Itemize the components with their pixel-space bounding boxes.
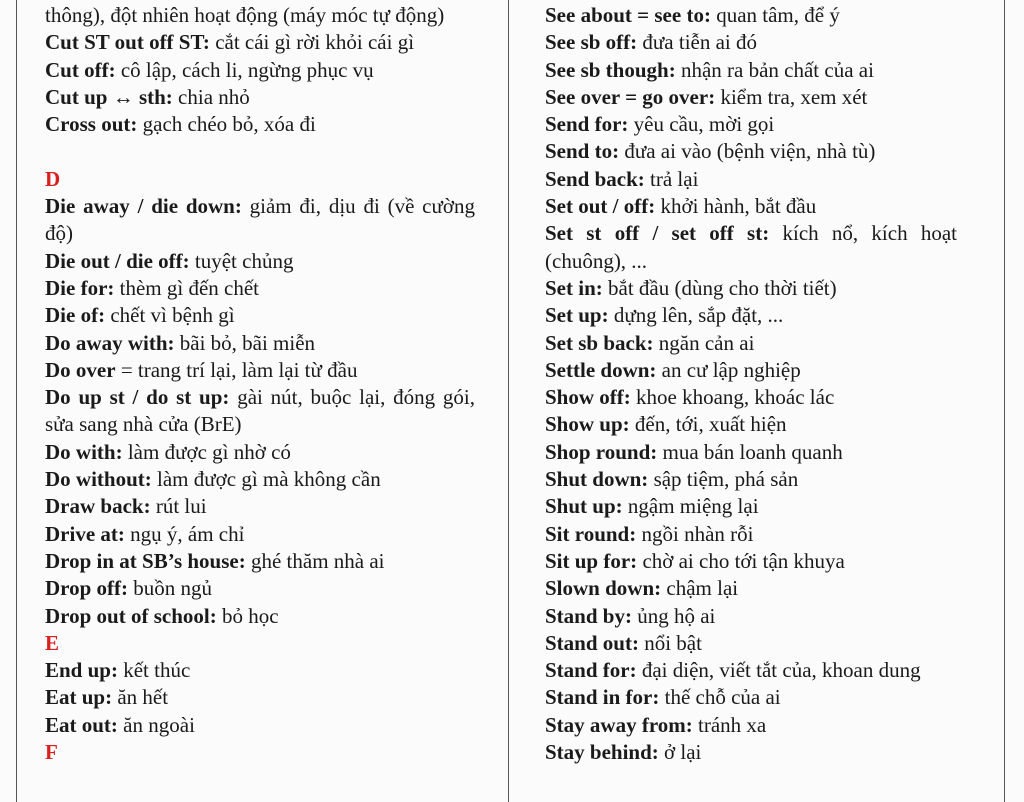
term: Die for:	[45, 275, 115, 300]
definition: an cư lập nghiệp	[656, 357, 801, 382]
right-column	[545, 2, 957, 766]
term: Drive at:	[45, 521, 125, 546]
definition: ăn ngoài	[117, 712, 195, 737]
entry	[45, 302, 475, 329]
entry	[545, 330, 957, 357]
definition: ăn hết	[112, 685, 169, 710]
definition: dựng lên, sắp đặt, ...	[608, 303, 784, 328]
entry	[45, 712, 475, 739]
term: Send back:	[545, 166, 645, 191]
term: Show up:	[545, 412, 630, 437]
e-entries	[45, 657, 475, 739]
term: Stand for:	[545, 658, 637, 683]
definition: quan tâm, để ý	[710, 3, 840, 27]
definition: mua bán loanh quanh	[657, 439, 843, 464]
entry	[545, 739, 957, 766]
definition: bỏ học	[216, 603, 279, 628]
entry	[545, 712, 957, 739]
term: Die of:	[45, 303, 106, 328]
section-letter-f: F	[45, 740, 58, 765]
entry	[545, 439, 957, 466]
definition: trả lại	[644, 166, 699, 191]
d-entries	[45, 193, 475, 630]
entry	[45, 384, 475, 439]
entry	[45, 193, 475, 248]
term: Shut down:	[545, 467, 649, 492]
entry	[45, 493, 475, 520]
entry	[545, 275, 957, 302]
definition: ngăn cản ai	[653, 330, 755, 355]
term: Shut up:	[545, 494, 623, 519]
entry	[45, 57, 475, 84]
entry	[545, 521, 957, 548]
term: Sit up for:	[545, 548, 638, 573]
definition: rút lui	[150, 494, 207, 519]
term: Set out / off:	[545, 194, 656, 219]
definition: đưa tiễn ai đó	[637, 30, 758, 55]
entry	[45, 548, 475, 575]
entry	[45, 357, 475, 384]
definition: đưa ai vào (bệnh viện, nhà tù)	[619, 139, 876, 164]
entry	[545, 357, 957, 384]
left-column	[45, 2, 475, 766]
entry	[545, 466, 957, 493]
entry	[45, 84, 475, 111]
term: Set up:	[545, 303, 609, 328]
definition: làm được gì mà không cần	[151, 467, 381, 492]
definition: chờ ai cho tới tận khuya	[637, 548, 845, 573]
definition: khởi hành, bắt đầu	[655, 194, 817, 219]
term: Shop round:	[545, 439, 658, 464]
term: Stand by:	[545, 603, 632, 628]
entry	[545, 411, 957, 438]
entry	[45, 29, 475, 56]
term: End up:	[45, 658, 118, 683]
term: See sb though:	[545, 57, 676, 82]
entry	[545, 493, 957, 520]
term: Stay away from:	[545, 712, 693, 737]
definition: ngụ ý, ám chỉ	[124, 521, 245, 546]
definition: chia nhỏ	[172, 84, 250, 109]
definition: ở lại	[658, 740, 702, 765]
entry	[545, 111, 957, 138]
entry	[545, 57, 957, 84]
entry	[545, 193, 957, 220]
entry	[45, 521, 475, 548]
definition: chậm lại	[661, 576, 739, 601]
term: Cut ST out off ST:	[45, 30, 210, 55]
definition: kiểm tra, xem xét	[715, 84, 868, 109]
term: Do without:	[45, 467, 152, 492]
term: Drop off:	[45, 576, 129, 601]
definition: cắt cái gì rời khỏi cái gì	[209, 30, 415, 55]
definition: yêu cầu, mời gọi	[628, 112, 775, 137]
definition: ngồi nhàn rỗi	[636, 521, 754, 546]
definition: khoe khoang, khoác lác	[630, 385, 835, 410]
term: Eat up:	[45, 685, 113, 710]
term: Cross out:	[45, 112, 138, 137]
definition: thế chỗ của ai	[659, 685, 781, 710]
definition: sập tiệm, phá sản	[648, 467, 799, 492]
spacer	[45, 138, 475, 165]
term: Show off:	[545, 385, 631, 410]
definition: nhận ra bản chất của ai	[675, 57, 874, 82]
section-letter-e: E	[45, 630, 60, 655]
term: Eat out:	[45, 712, 118, 737]
term: Set sb back:	[545, 330, 654, 355]
term: Stand in for:	[545, 685, 660, 710]
entry	[545, 657, 957, 684]
entry	[545, 29, 957, 56]
entry	[45, 575, 475, 602]
term: Die away / die down:	[45, 194, 242, 219]
term: Cut off:	[45, 57, 116, 82]
term: Die out / die off:	[45, 248, 190, 273]
term: Set st off / set off st:	[545, 221, 770, 246]
term: Do with:	[45, 439, 123, 464]
term: Sit round:	[545, 521, 637, 546]
definition: buồn ngủ	[128, 576, 213, 601]
definition: đến, tới, xuất hiện	[629, 412, 787, 437]
definition: = trang trí lại, làm lại từ đầu	[115, 357, 358, 382]
term: Drop out of school:	[45, 603, 217, 628]
entry	[45, 684, 475, 711]
definition: kết thúc	[117, 658, 191, 683]
term: See about = see to:	[545, 3, 711, 27]
term: Slown down:	[545, 576, 662, 601]
definition: chết vì bệnh gì	[105, 303, 235, 328]
term: Cut up ↔ sth:	[45, 84, 173, 109]
entry	[545, 384, 957, 411]
column-divider	[508, 0, 509, 802]
term: Draw back:	[45, 494, 151, 519]
entry	[45, 466, 475, 493]
entry	[545, 2, 957, 29]
entry	[45, 248, 475, 275]
term: Set in:	[545, 275, 603, 300]
definition: ghé thăm nhà ai	[245, 548, 385, 573]
term: Send to:	[545, 139, 620, 164]
definition: cô lập, cách li, ngừng phục vụ	[115, 57, 374, 82]
term: See over = go over:	[545, 84, 716, 109]
entry	[545, 84, 957, 111]
definition: giảm đi, dịu đi (về cường độ)	[45, 194, 475, 246]
term: Do over	[45, 357, 116, 382]
entry	[545, 548, 957, 575]
term: Settle down:	[545, 357, 657, 382]
term: Stay behind:	[545, 740, 659, 765]
entry	[545, 166, 957, 193]
term: Stand out:	[545, 630, 639, 655]
definition: làm được gì nhờ có	[122, 439, 291, 464]
entry	[45, 657, 475, 684]
entry	[545, 302, 957, 329]
definition: bãi bỏ, bãi miễn	[174, 330, 316, 355]
term: See sb off:	[545, 30, 638, 55]
definition: ngậm miệng lại	[622, 494, 759, 519]
definition: thèm gì đến chết	[114, 275, 260, 300]
definition: nổi bật	[638, 630, 702, 655]
term: Send for:	[545, 112, 629, 137]
entry	[545, 575, 957, 602]
continued-definition: thông), đột nhiên hoạt động (máy móc tự động)	[45, 3, 445, 27]
entry	[45, 111, 475, 138]
definition: tránh xa	[692, 712, 767, 737]
definition: gài nút, buộc lại, đóng gói, sửa sang nhà cửa (BrE)	[45, 385, 475, 437]
c-entries	[45, 29, 475, 138]
entry	[545, 603, 957, 630]
definition: kích nổ, kích hoạt (chuông), ...	[545, 221, 957, 273]
entry	[545, 220, 957, 275]
term: Drop in at SB’s house:	[45, 548, 246, 573]
definition: bắt đầu (dùng cho thời tiết)	[602, 275, 837, 300]
entry	[45, 603, 475, 630]
entry	[545, 138, 957, 165]
entry	[545, 630, 957, 657]
definition: gạch chéo bỏ, xóa đi	[137, 112, 316, 137]
entry	[45, 439, 475, 466]
definition: tuyệt chủng	[189, 248, 294, 273]
section-letter-d: D	[45, 166, 61, 191]
entry	[45, 275, 475, 302]
term: Do up st / do st up:	[45, 385, 230, 410]
definition: ủng hộ ai	[631, 603, 716, 628]
definition: đại diện, viết tắt của, khoan dung	[636, 658, 921, 683]
term: Do away with:	[45, 330, 175, 355]
entry	[545, 684, 957, 711]
entry	[45, 330, 475, 357]
